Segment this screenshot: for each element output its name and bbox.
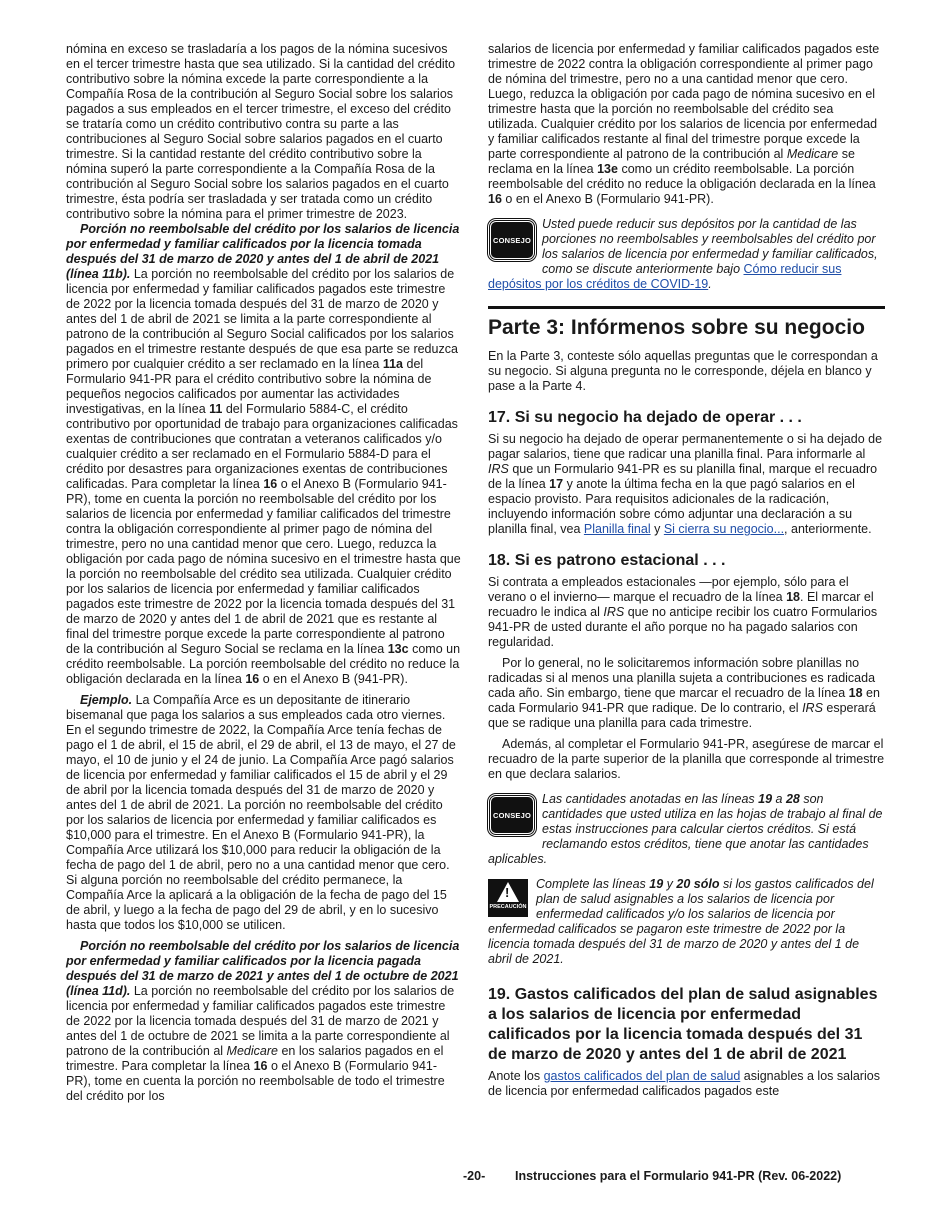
paragraph-line-18: Si contrata a empleados estacionales —por ejemplo, sólo para el verano o el invierno— marque el recuadro de la línea 18. El marcar el recuadro le indica al IRS que no anticipe recibir los cuatro Formularios 941-PR de usted durante el año porque no ha pagado salarios con regularidad. [488, 575, 878, 649]
paragraph-line-17: Si su negocio ha dejado de operar permanentemente o si ha dejado de pagar salarios, tiene que radicar una planilla final. Para informarle al IRS que un Formulario 941-PR es su planilla final, marque el recuadro de la línea 17 y anote la última fecha en la que pagó salarios en el espacio provisto. Para requisitos adicionales de la radicación, incluyendo información sobre cómo adjuntar una declaración a su planilla final, vea Planilla final y Si cierra su negocio..., anteriormente. [488, 432, 883, 536]
left-column [66, 42, 462, 1104]
heading-line-19: 19. Gastos calificados del plan de salud asignables a los salarios de licencia por enfermedad calificados por la licencia tomada después del 31 de marzo de 2020 y antes del 1 de abril de 2021 [488, 986, 878, 1063]
heading-line-11b: Porción no reembolsable del crédito por los salarios de licencia por enfermedad y familiar calificados por la licencia tomada después del 31 de marzo de 2020 y antes del 1 de abril de 2021 (línea 11b). [66, 222, 460, 281]
example-label: Ejemplo. [80, 693, 133, 707]
paragraph-line-19: Anote los gastos calificados del plan de salud asignables a los salarios de licencia por enfermedad calificados pagados este [488, 1069, 880, 1098]
page-number: -20- [463, 1169, 486, 1183]
paragraph: Por lo general, no le solicitaremos información sobre planillas no radicadas si al menos una planilla sujeta a contribuciones es radicada cada año. Sin embargo, tiene que marcar el recuadro de la línea 18 en cada Formulario 941-PR que radique. De lo contrario, el IRS esperará que se radique una planilla para cada trimestre. [488, 656, 880, 730]
heading-line-18: 18. Si es patrono estacional . . . [488, 552, 726, 569]
paragraph-example: Ejemplo. La Compañía Arce es un depositante de itinerario bisemanal que paga los salarios a sus empleados cada otro viernes. En el segundo trimestre de 2022, la Compañía Arce tenía fechas de pago el 1 de abril, el 15 de abril, el 29 de abril, el 13 de mayo, el 27 de mayo, el 10 de junio y el 24 de junio. La Compañía Arce pagó salarios de licencia por enfermedad y familiar calificados el 15 de abril y el 29 de abril por la licencia tomada después del 31 de marzo de 2020 y antes del 1 de abril de 2021. La porción no reembolsable del crédito por los salarios de licencia por enfermedad y familiar calificados es $10,000 para el trimestre. En el Anexo B (Formulario 941-PR), la Compañía Arce utilizará los $10,000 para reducir la obligación de la fecha de pago del 1 de abril, pero no a una cantidad menor que cero. Si alguna porción no reembolsable del crédito permanece, la Compañía Arce la aplicará a la obligación de la fecha de pago del 15 de abril, y luego a la fecha de pago del 29 de abril, y en lo sucesivo hasta que todos los $10,000 se utilicen. [66, 693, 456, 932]
part-3-intro: En la Parte 3, conteste sólo aquellas preguntas que le correspondan a su negocio. Si alguna pregunta no le corresponde, déjela en blanco y pase a la Parte 4. [488, 349, 878, 393]
heading-line-17: 17. Si su negocio ha dejado de operar . . . [488, 409, 802, 426]
tip-note: CONSEJO Usted puede reducir sus depósitos por la cantidad de las porciones no reembolsables y reembolsables del crédito por los salarios de licencia por enfermedad y familiar calificados, como se discute anteriormente bajo Cómo reducir sus depósitos por los créditos de COVID-19. [488, 217, 878, 291]
paragraph: salarios de licencia por enfermedad y familiar calificados pagados este trimestre de 2022 contra la obligación correspondiente al primer pago de nómina del trimestre, pero no a una cantidad menor que cero. Luego, reduzca la obligación por cada pago de nómina sucesivo en el trimestre hasta que la porción no reembolsable del crédito sea utilizada. Cualquier crédito por los salarios de licencia por enfermedad y familiar calificados restante al final del trimestre porque excede la parte correspondiente al patrono de la contribución al Medicare se reclama en la línea 13e como un crédito reembolsable. La porción reembolsable del crédito no reduce la obligación declarada en la línea 16 o en el Anexo B (Formulario 941-PR). [488, 42, 880, 206]
paragraph-line-11b: Porción no reembolsable del crédito por los salarios de licencia por enfermedad y familiar calificados por la licencia tomada después del 31 de marzo de 2020 y antes del 1 de abril de 2021 (línea 11b). La porción no reembolsable del crédito por los salarios de licencia por enfermedad y familiar calificados pagados este trimestre de 2022 por la licencia tomada después del 31 de marzo de 2020 y antes del 1 de abril de 2021 se limita a la parte correspondiente al patrono de la contribución al Seguro Social calificados por los salarios pagados en el trimestre restante después de que esa parte se reduzca primero por cualquier crédito a ser reclamado en la línea 11a del Formulario 941-PR para el crédito contributivo sobre la nómina de pequeños negocios calificados por aumentar las actividades investigativas, en la línea 11 del Formulario 5884-C, el crédito contributivo por oportunidad de trabajo para organizaciones calificadas exentas de contribuciones que contratan a veteranos calificados y/o cualquier crédito a ser reclamado en el Formulario 5884-D para el crédito por desastres para organizaciones exentas de contribuciones calificadas. Para completar la línea 16 o el Anexo B (Formulario 941-PR), tome en cuenta la porción no reembolsable del crédito por los salarios de licencia por enfermedad y familiar calificados del trimestre contra la obligación correspondiente al primer pago de nómina del trimestre, pero no una cantidad menor que cero. Luego, reduzca la obligación por cada pago de nómina sucesivo en el trimestre hasta que la porción no reembolsable del crédito sea utilizada. Cualquier crédito por los salarios de licencia por enfermedad y familiar calificados pagados este trimestre de 2022 por la licencia tomada después del 31 de marzo de 2020 y antes del 1 de abril de 2021 que es restante al final del trimestre porque excede la parte correspondiente al patrono de la contribución al Seguro Social se reclama en la línea 13c como un crédito reembolsable. La porción reembolsable del crédito no reduce la obligación declarada en la línea 16 o en el Anexo B (941-PR). [66, 222, 461, 686]
link-planilla-final[interactable]: Planilla final [583, 522, 651, 536]
link-reduce-deposits[interactable]: Cómo reducir sus depósitos por los créditos de COVID-19 [488, 262, 842, 291]
part-3-title: Parte 3: Infórmenos sobre su negocio [488, 306, 885, 341]
right-column [488, 42, 885, 1099]
link-gastos-calificados[interactable]: gastos calificados del plan de salud [543, 1069, 741, 1083]
caution-note: ! PRECAUCIÓN Complete las líneas 19 y 20 sólo si los gastos calificados del plan de salud asignables a los salarios de licencia por enfermedad calificados y/o los salarios de licencia por enfermedad calificados se pagaron este trimestre de 2022 por la licencia tomada después del 31 de marzo de 2020 y antes del 1 de abril de 2021. [488, 877, 874, 966]
paragraph-line-11d: Porción no reembolsable del crédito por los salarios de licencia por enfermedad y familiar calificados por la licencia pagada después del 31 de marzo de 2021 y antes del 1 de octubre de 2021 (línea 11d). La porción no reembolsable del crédito por los salarios de licencia por enfermedad y familiar calificados pagados este trimestre de 2022 por la licencia tomada después del 31 de marzo de 2021 y antes del 1 de octubre de 2021 se limita a la parte correspondiente al patrono de la contribución al Medicare en los salarios pagados en el trimestre. Para completar la línea 16 o el Anexo B (Formulario 941-PR), tome en cuenta la porción no reembolsable de todo el trimestre del crédito por los [66, 939, 460, 1103]
tip-icon: CONSEJO [488, 794, 536, 836]
paragraph: Además, al completar el Formulario 941-PR, asegúrese de marcar el recuadro de la parte superior de la planilla que corresponde al trimestre en que declara salarios. [488, 737, 885, 781]
link-si-cierra[interactable]: Si cierra su negocio... [663, 522, 785, 536]
footer-title: Instrucciones para el Formulario 941-PR (Rev. 06-2022) [515, 1169, 842, 1183]
heading-line-11d: Porción no reembolsable del crédito por los salarios de licencia por enfermedad y familiar calificados por la licencia pagada después del 31 de marzo de 2021 y antes del 1 de octubre de 2021 (línea 11d). [66, 939, 460, 998]
paragraph: nómina en exceso se trasladaría a los pagos de la nómina sucesivos en el tercer trimestre hasta que sea utilizado. Si la cantidad del crédito contributivo sobre la nómina excede la parte correspondiente a la Compañía Rosa de la contribución al Seguro Social sobre los salarios pagados a sus empleados en el tercer trimestre, el exceso del crédito se trataría como un crédito contributivo contra su parte a las contribuciones al Seguro Social sobre salarios pagados en el cuarto trimestre. Si la cantidad restante del crédito contributivo sobre la nómina superó la parte correspondiente a la Compañía Rosa de la contribución al Seguro Social sobre los salarios pagados en el cuarto trimestre, ésta podría ser trasladada y ser tratada como un crédito contributivo sobre la nómina para el primer trimestre de 2023. [66, 42, 456, 221]
tip-note: CONSEJO Las cantidades anotadas en las líneas 19 a 28 son cantidades que usted utiliza en las hojas de trabajo al final de estas instrucciones para calcular ciertos créditos. Si está reclamando estos créditos, tiene que anotar las cantidades aplicables. [488, 792, 883, 866]
tip-icon: CONSEJO [488, 219, 536, 261]
caution-icon: ! PRECAUCIÓN [488, 879, 528, 917]
